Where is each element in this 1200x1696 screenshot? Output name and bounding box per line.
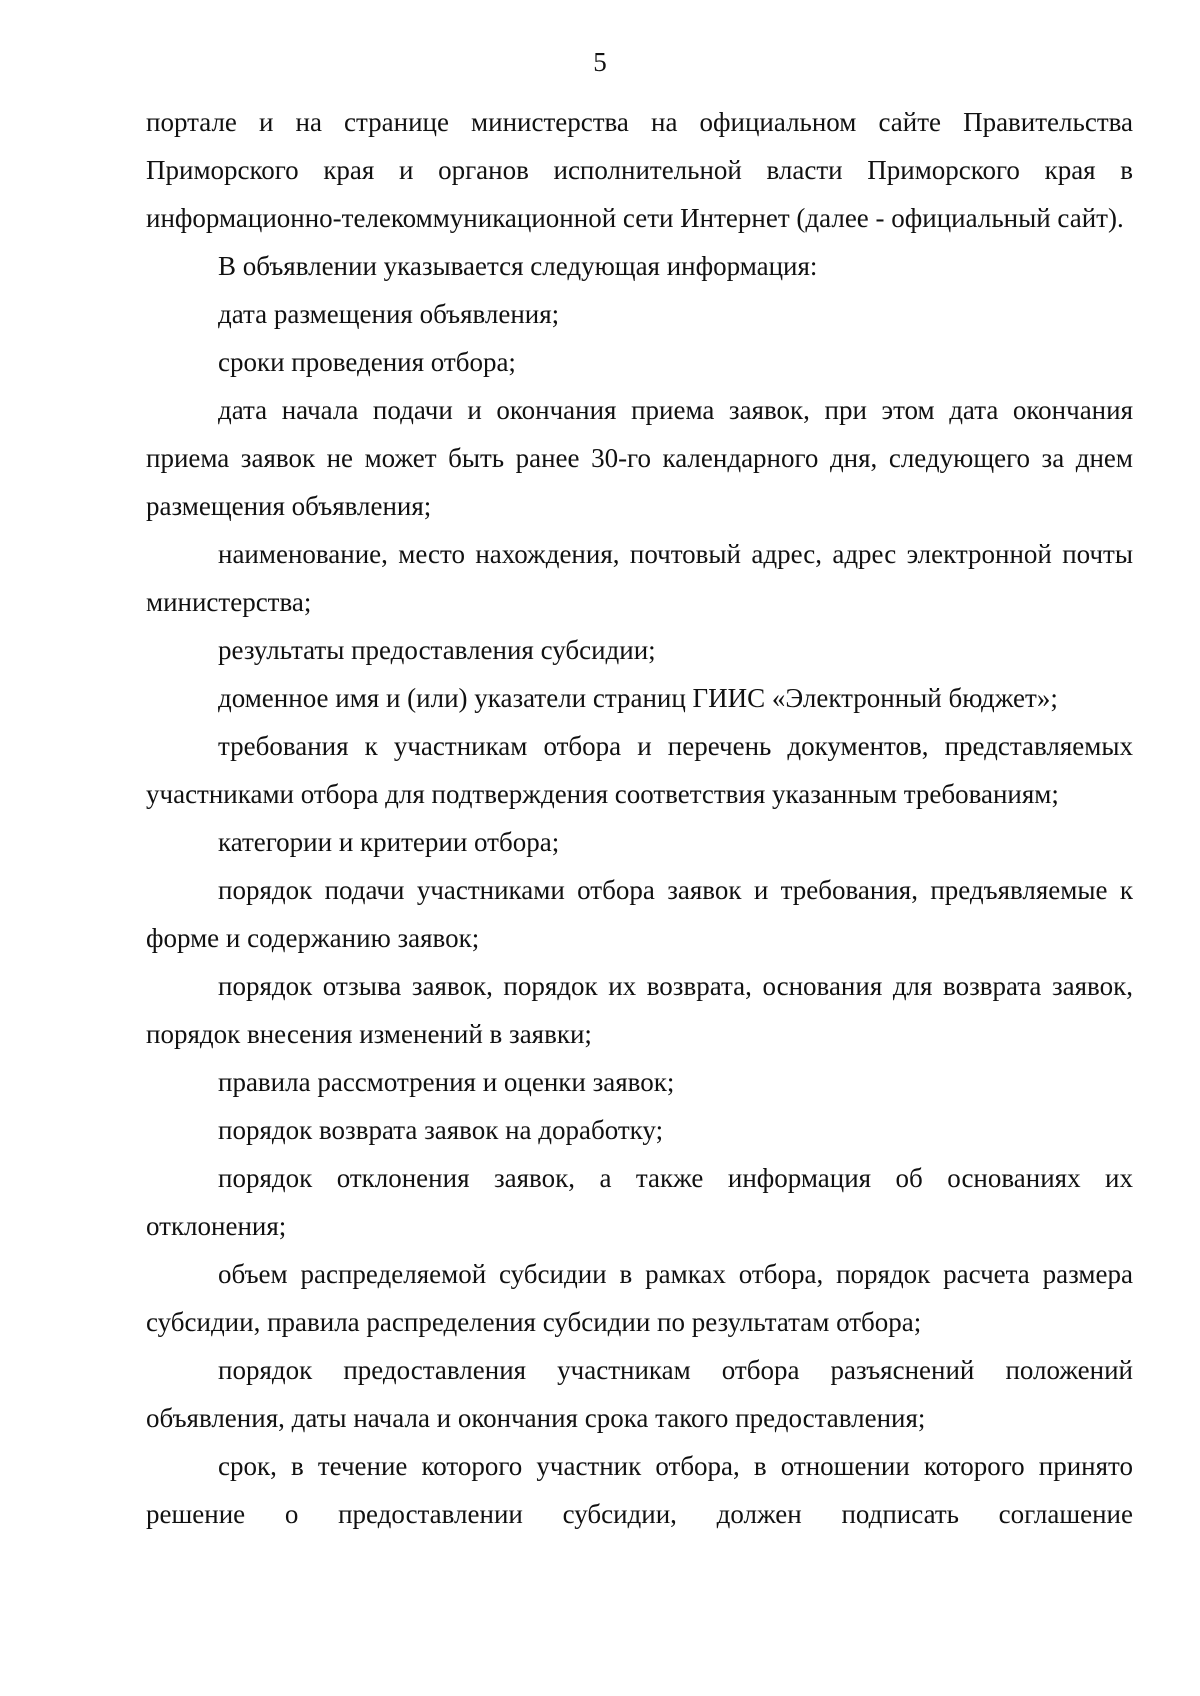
paragraph-domain-name: доменное имя и (или) указатели страниц ГИИС «Электронный бюджет»;	[218, 683, 1058, 713]
paragraph-subsidy-volume: объем распределяемой субсидии в рамках отбора, порядок расчета размера субсидии, правила распределения субсидии по результатам отбора;	[146, 1259, 1133, 1337]
paragraph-review-rules: правила рассмотрения и оценки заявок;	[218, 1067, 675, 1097]
paragraph-participant-requirements: требования к участникам отбора и перечень документов, представляемых участниками отбора для подтверждения соответствия указанным требованиям;	[146, 731, 1133, 809]
paragraph-return-for-revision: порядок возврата заявок на доработку;	[218, 1115, 664, 1145]
paragraph-submission-procedure: порядок подачи участниками отбора заявок и требования, предъявляемые к форме и содержанию заявок;	[146, 875, 1133, 953]
paragraph-application-dates: дата начала подачи и окончания приема заявок, при этом дата окончания приема заявок не может быть ранее 30-го календарного дня, следующего за днем размещения объявления;	[146, 395, 1133, 521]
page-number: 5	[593, 47, 607, 77]
paragraph-ministry-address: наименование, место нахождения, почтовый адрес, адрес электронной почты министерства;	[146, 539, 1133, 617]
paragraph-rejection-procedure: порядок отклонения заявок, а также информация об основаниях их отклонения;	[146, 1163, 1133, 1241]
paragraph-selection-terms: сроки проведения отбора;	[218, 347, 516, 377]
paragraph-clarifications: порядок предоставления участникам отбора разъяснений положений объявления, даты начала и окончания срока такого предоставления;	[146, 1355, 1133, 1433]
document-body	[146, 98, 1133, 1538]
paragraph-publication-date: дата размещения объявления;	[218, 299, 560, 329]
paragraph-withdrawal-procedure: порядок отзыва заявок, порядок их возврата, основания для возврата заявок, порядок внесения изменений в заявки;	[146, 971, 1133, 1049]
paragraph-agreement-deadline: срок, в течение которого участник отбора, в отношении которого принято решение о предоставлении субсидии, должен подписать соглашение	[146, 1451, 1133, 1529]
paragraph-selection-criteria: категории и критерии отбора;	[218, 827, 560, 857]
paragraph-subsidy-results: результаты предоставления субсидии;	[218, 635, 656, 665]
paragraph-official-site: порталe и на странице министерства на официальном сайте Правительства Приморского края и органов исполнительной власти Приморского края в информационно-телекоммуникационной сети Интернет (далее - официальный сайт).	[146, 107, 1133, 233]
paragraph-announcement-info: В объявлении указывается следующая информация:	[218, 251, 818, 281]
